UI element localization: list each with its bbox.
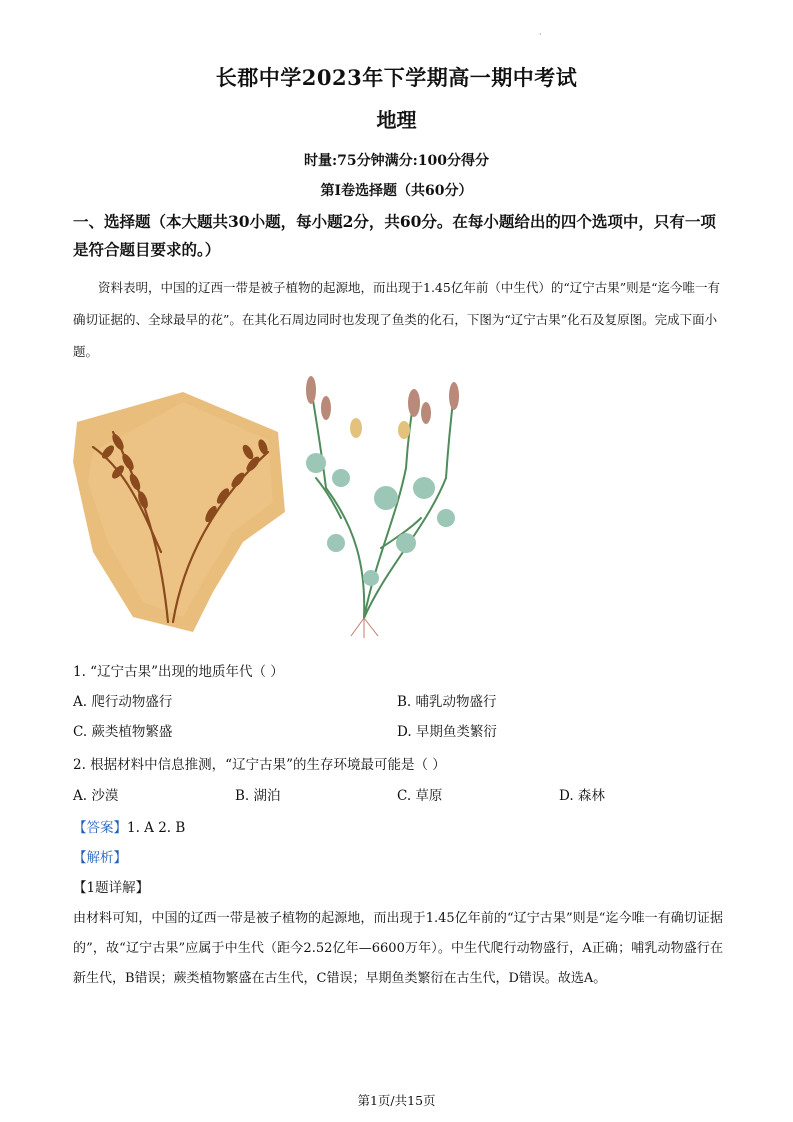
volume-title: 第Ⅰ卷选择题（共60分）: [320, 183, 473, 199]
detail-text: 由材料可知，中国的辽西一带是被子植物的起源地，而出现于1.45亿年前的“辽宁古果”则是“迄今唯一有确切证据的”，故“辽宁古果”应属于中生代（距今2.52亿年—6600万年）。中生代爬行动物盛行，A正确；哺乳动物盛行在新生代，B错误；蕨类植物繁盛在古生代，C错误；早期鱼类繁衍在古生代，D错误。故选A。: [73, 911, 723, 986]
question-2-option-c: C. 草原: [397, 788, 443, 804]
answer-label: 【答案】: [73, 820, 127, 836]
exam-meta: 时量:75分钟满分:100分得分: [303, 153, 490, 169]
analysis-label: 【解析】: [73, 850, 127, 866]
section-heading: 一、选择题（本大题共30小题，每小题2分，共60分。在每小题给出的四个选项中，只有一项是符合题目要求的。）: [73, 212, 716, 259]
question-2-option-a: A. 沙漠: [73, 788, 119, 804]
question-1-stem: 1. “辽宁古果”出现的地质年代（ ）: [73, 664, 284, 680]
question-2-option-d: D. 森林: [559, 788, 605, 804]
material-text: 资料表明，中国的辽西一带是被子植物的起源地，而出现于1.45亿年前（中生代）的“辽宁古果”则是“迄今唯一有确切证据的、全球最早的花”。在其化石周边同时也发现了鱼类的化石，下图为“辽宁古果”化石及复原图。完成下面小题。: [73, 280, 721, 359]
question-2-option-b: B. 湖泊: [235, 788, 281, 804]
answer-line: [73, 816, 185, 836]
plant-illustration: [296, 368, 466, 640]
question-1-option-a: A. 爬行动物盛行: [73, 694, 173, 710]
question-1-option-d: D. 早期鱼类繁衍: [397, 724, 497, 740]
header-dot: ·: [539, 30, 542, 39]
detail-label: 【1题详解】: [73, 880, 150, 896]
exam-title: 长郡中学2023年下学期高一期中考试: [215, 65, 578, 90]
page-footer: 第1页/共15页: [357, 1093, 436, 1108]
answer-values: 1. A 2. B: [127, 820, 186, 836]
question-1-option-b: B. 哺乳动物盛行: [397, 694, 497, 710]
question-2-stem: 2. 根据材料中信息推测，“辽宁古果”的生存环境最可能是（ ）: [73, 757, 446, 773]
question-1-option-c: C. 蕨类植物繁盛: [73, 724, 173, 740]
subject-title: 地理: [376, 108, 417, 132]
fossil-image: [73, 392, 288, 632]
